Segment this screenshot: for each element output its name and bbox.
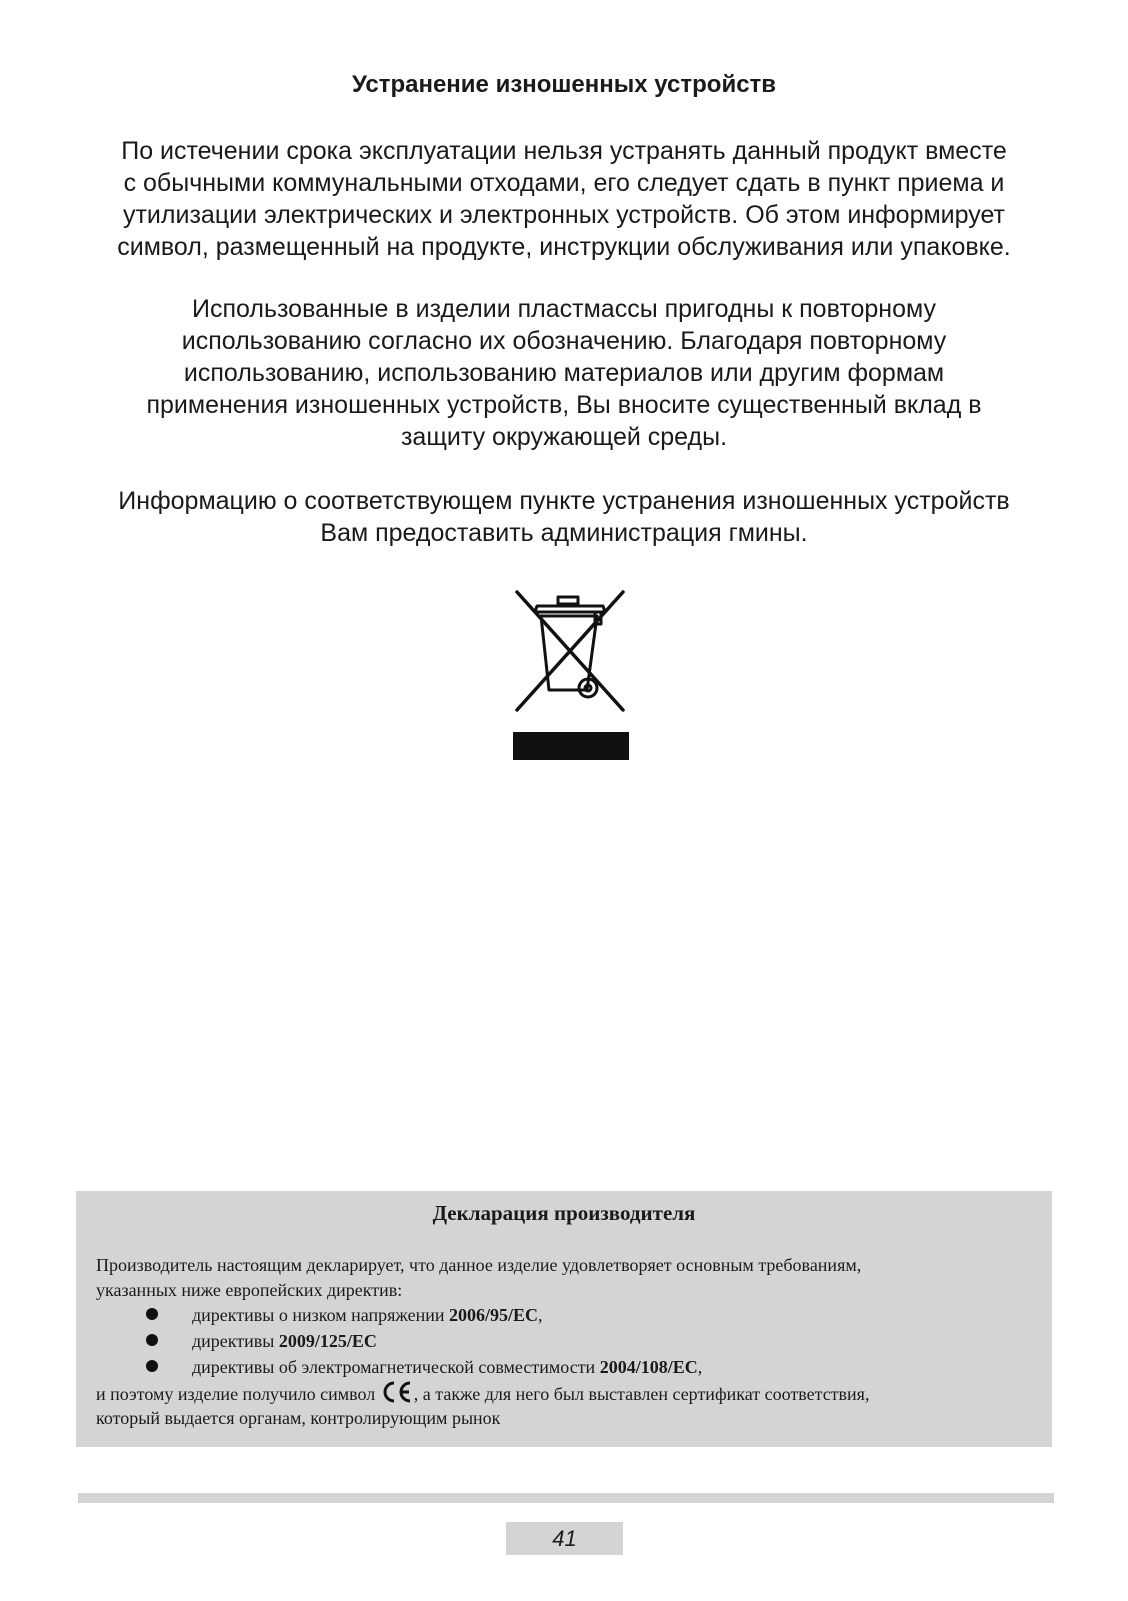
directive-text: директивы [192,1331,279,1351]
page-title: Устранение изношенных устройств [351,71,777,98]
declaration-intro-line: указанных ниже европейских директив: [96,1280,403,1300]
directive-code: 2009/125/EC [278,1331,377,1351]
text-line: Информацию о соответствующем пункте устранения изношенных устройств [118,487,1010,515]
text-line: с обычными коммунальными отходами, его следует сдать в пункт приема и [123,169,1005,197]
ce-mark-icon [381,1381,413,1403]
page-number: 41 [506,1522,623,1555]
manufacturer-declaration [76,1191,1052,1447]
declaration-outro-line: который выдается органам, контролирующим рынок [96,1408,501,1428]
disposal-paragraph-1 [70,135,1058,263]
text-line: использованию согласно их обозначению. Благодаря повторному [181,327,947,355]
bullet-icon [146,1308,158,1320]
directive-code: 2004/108/EC [599,1357,698,1377]
footer-divider [78,1493,1054,1503]
text-line: символ, размещенный на продукте, инструкции обслуживания или упаковке. [117,233,1011,261]
disposal-paragraph-3 [70,485,1058,549]
bullet-icon [146,1360,158,1372]
directive-text: директивы о низком напряжении [192,1305,450,1325]
directive-item [146,1355,1026,1380]
text-line: защиту окружающей среды. [400,423,728,451]
text-line: Использованные в изделии пластмассы пригодны к повторному [192,295,936,323]
text-line: использованию, использованию материалов или другим формам [183,359,945,387]
disposal-paragraph-2 [70,293,1058,453]
crossed-out-wheelie-bin-icon [513,588,629,760]
declaration-outro-line [96,1381,1036,1407]
text-line: Вам предоставить администрация гмины. [320,519,808,547]
directive-text: директивы об электромагнетической совместимости [192,1357,600,1377]
directive-item [146,1329,1026,1354]
directive-suffix: , [697,1357,703,1377]
directive-item [146,1303,1026,1328]
declaration-title: Декларация производителя [432,1201,696,1225]
declaration-intro-line: Производитель настоящим декларирует, что данное изделие удовлетворяет основным требованиям, [96,1255,862,1275]
bullet-icon [146,1334,158,1346]
directive-code: 2006/95/EC [449,1305,539,1325]
text-line: утилизации электрических и электронных устройств. Об этом информирует [122,201,1005,229]
text-line: применения изношенных устройств, Вы вносите существенный вклад в [146,391,982,419]
outro-text: , а также для него был выставлен сертификат соответствия, [413,1384,870,1404]
outro-text: и поэтому изделие получило символ [96,1384,380,1404]
directive-suffix: , [538,1305,543,1325]
text-line: По истечении срока эксплуатации нельзя устранять данный продукт вместе [121,137,1007,165]
